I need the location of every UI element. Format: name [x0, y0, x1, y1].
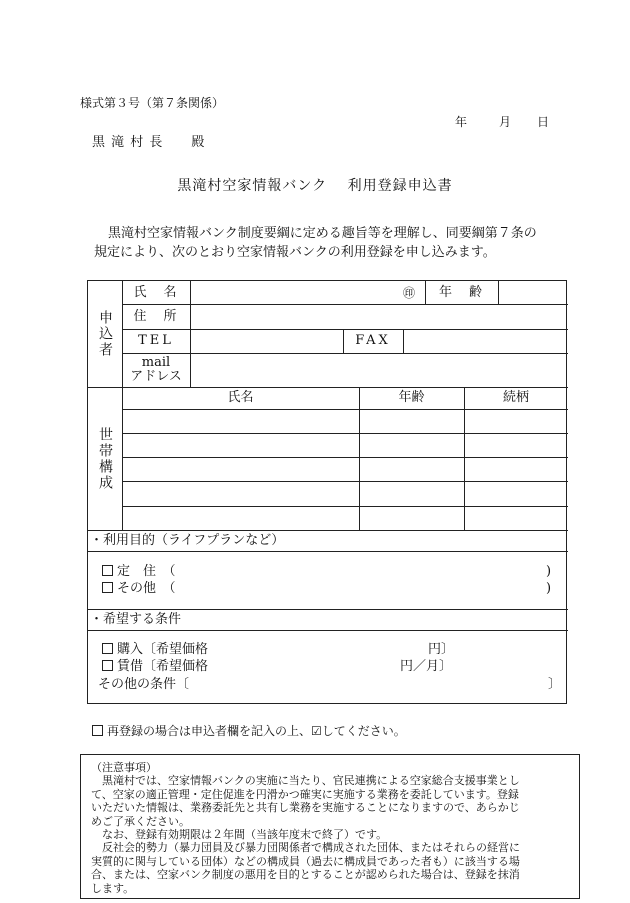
household-col-name: 氏名: [227, 390, 254, 405]
tel-label: TEL: [138, 333, 174, 348]
notice-line-8: 合、または、空家バンク制度の悪用を目的とすることが認められた場合は、登録を抹消: [91, 868, 520, 882]
notice-line-1: 黒滝村では、空家情報バンクの実施に当たり、官民連携による空家総合支援事業とし: [91, 774, 520, 788]
rent-option[interactable]: [102, 659, 208, 675]
date-year-label: 年: [455, 115, 468, 129]
purpose-heading: ・利用目的（ライフプランなど）: [90, 533, 285, 548]
mail-field[interactable]: [190, 353, 568, 387]
notice-line-6: 反社会的勢力（暴力団員及び暴力団関係者で構成された団体、またはそれらの経営に: [91, 841, 520, 855]
applicant-section-label: 申込者: [97, 310, 113, 358]
conditions-heading: ・希望する条件: [90, 612, 182, 627]
tel-field[interactable]: [190, 329, 343, 353]
seal-mark: ㊞: [402, 285, 415, 300]
reregistration-checkbox[interactable]: [92, 725, 103, 736]
date-month-label: 月: [499, 115, 512, 129]
rent-unit: 円／月〕: [400, 659, 453, 674]
mail-label-line-1: mail: [141, 355, 171, 370]
other-conditions-close: 〕: [548, 677, 562, 692]
notice-heading: （注意事項）: [91, 761, 157, 774]
notice-line-5: なお、登録有効期限は２年間（当該年度末で終了）です。: [91, 828, 388, 842]
other-conditions-label: その他の条件〔: [98, 677, 190, 692]
settle-close-paren: ): [546, 564, 552, 579]
age-field[interactable]: [498, 281, 568, 304]
notice-line-9: します。: [91, 881, 135, 895]
purpose-option-settle[interactable]: [102, 564, 176, 580]
purpose-option-other[interactable]: [102, 581, 176, 597]
date-day-label: 日: [537, 115, 550, 129]
reregistration-note[interactable]: [92, 722, 406, 739]
settle-label: 定 住 （: [117, 564, 176, 579]
household-member-rows[interactable]: [122, 409, 568, 530]
fax-field[interactable]: [403, 329, 568, 353]
notice-line-7: 実質的に関与している団体）などの構成員（過去に構成員であった者も）に該当する場: [91, 854, 520, 868]
addressee: 黒 滝 村 長 殿: [92, 135, 206, 150]
settle-checkbox[interactable]: [102, 565, 113, 576]
form-number: 様式第３号（第７条関係）: [80, 96, 225, 110]
address-field[interactable]: [190, 304, 568, 329]
fax-label: FAX: [355, 333, 391, 348]
other-close-paren: ): [546, 581, 552, 596]
notice-line-4: めご了承ください。: [91, 814, 190, 828]
address-label: 住 所: [133, 308, 179, 324]
household-section-label: 世帯構成: [97, 426, 113, 491]
notice-line-3: いただいた情報は、業務委託先と共有し業務を実施することになりますので、あらかじ: [91, 801, 520, 815]
mail-label-line-2: アドレス: [130, 369, 182, 384]
name-field[interactable]: [190, 281, 425, 304]
notice-line-2: て、空家の適正管理・定住促進を円滑かつ確実に実施する業務を委託しています。登録: [91, 787, 519, 801]
rent-checkbox[interactable]: [102, 660, 113, 671]
reregistration-note-text: 再登録の場合は申込者欄を記入の上、☑してください。: [107, 724, 406, 738]
mail-label: [122, 353, 190, 387]
rent-label: 賃借〔希望価格: [117, 659, 209, 674]
household-col-relation: 続柄: [502, 390, 529, 405]
household-col-age: 年齢: [398, 390, 425, 405]
registration-form: [87, 280, 567, 704]
other-purpose-checkbox[interactable]: [102, 582, 113, 593]
intro-line-1: 黒滝村空家情報バンク制度要綱に定める趣旨等を理解し、同要綱第７条の: [108, 226, 537, 241]
notice-box: [80, 754, 580, 899]
purchase-label: 購入〔希望価格: [117, 642, 209, 657]
other-purpose-label: その他 （: [117, 581, 176, 596]
age-label: 年 齢: [438, 284, 484, 300]
purchase-option[interactable]: [102, 642, 208, 658]
document-title: 黒滝村空家情報バンク 利用登録申込書: [177, 178, 453, 194]
intro-line-2: 規定により、次のとおり空家情報バンクの利用登録を申し込みます。: [94, 245, 496, 260]
purchase-unit: 円〕: [428, 642, 455, 657]
purchase-checkbox[interactable]: [102, 643, 113, 654]
name-label: 氏 名: [133, 284, 179, 300]
